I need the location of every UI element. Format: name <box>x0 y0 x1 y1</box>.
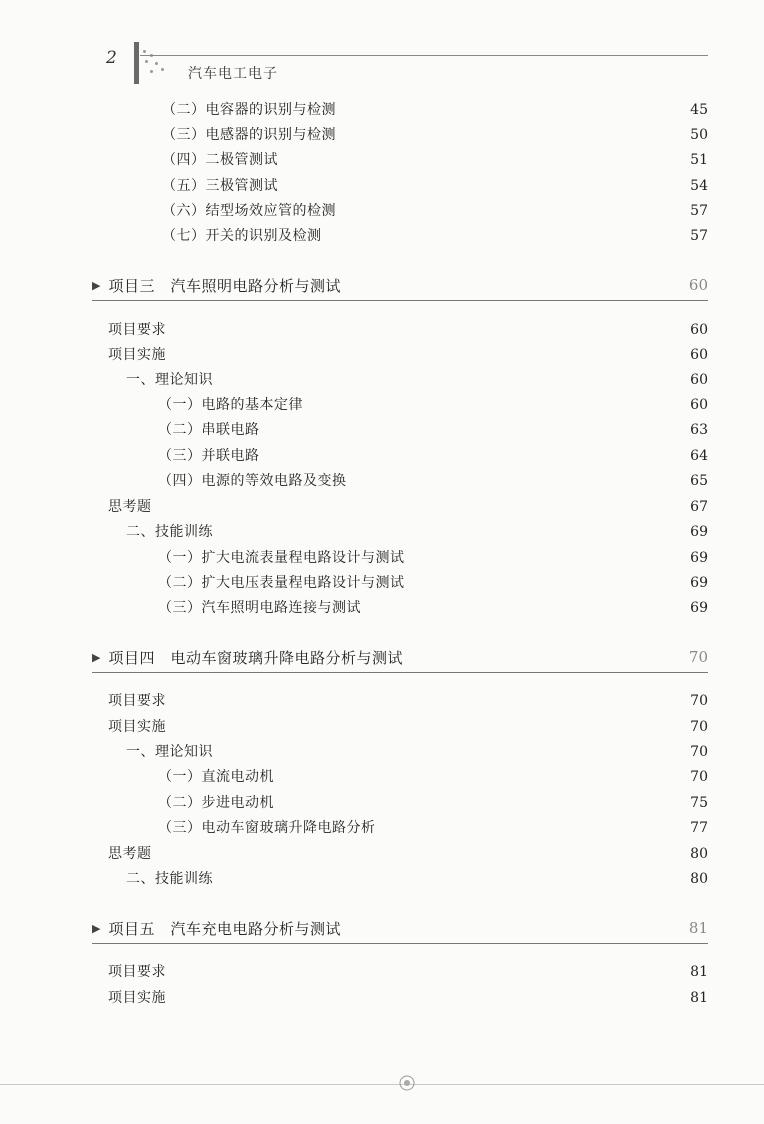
toc-leader <box>223 522 682 542</box>
section-heading[interactable] <box>92 917 708 939</box>
toc-entry[interactable] <box>108 320 708 340</box>
triangle-right-icon: ▶ <box>92 650 101 664</box>
footer-rule <box>0 1084 764 1085</box>
toc-page-number: 80 <box>690 871 708 887</box>
toc-leader <box>284 793 682 813</box>
toc-entry-label: 项目要求 <box>108 964 166 980</box>
toc-entry[interactable] <box>126 869 708 889</box>
toc-entry[interactable] <box>126 742 708 762</box>
toc-page-number: 70 <box>690 744 708 760</box>
section-page-number: 81 <box>688 919 708 937</box>
toc-entry[interactable] <box>162 125 708 145</box>
toc-page-number: 45 <box>690 102 708 118</box>
toc-leader <box>176 717 682 737</box>
toc-entry[interactable] <box>158 818 708 838</box>
toc-page-number: 69 <box>690 550 708 566</box>
toc-entry-label: 二、技能训练 <box>126 871 213 887</box>
page-number: 2 <box>106 48 117 68</box>
toc-entry-label: 二、技能训练 <box>126 524 213 540</box>
toc-page-number: 69 <box>690 600 708 616</box>
toc-page-number: 63 <box>690 422 708 438</box>
toc-leader <box>270 446 683 466</box>
toc-leader <box>162 497 683 517</box>
toc-leader <box>332 226 683 246</box>
toc-entry-label: （一）扩大电流表量程电路设计与测试 <box>158 550 405 566</box>
toc-page-number: 70 <box>690 693 708 709</box>
toc-entry-label: （四）二极管测试 <box>162 152 278 168</box>
toc-entry[interactable] <box>108 497 708 517</box>
toc-page-number: 81 <box>690 990 708 1006</box>
section-page-number: 70 <box>688 648 708 666</box>
toc-entry-label: 项目要求 <box>108 322 166 338</box>
toc-page-number: 60 <box>690 397 708 413</box>
section-rule <box>92 943 708 944</box>
section-title: 项目三 汽车照明电路分析与测试 <box>108 276 341 295</box>
toc-leader <box>386 818 683 838</box>
toc-entry[interactable] <box>158 471 708 491</box>
triangle-right-icon: ▶ <box>92 921 101 935</box>
toc-entry-label: 项目要求 <box>108 693 166 709</box>
toc-page-number: 60 <box>690 347 708 363</box>
toc-entry-label: （二）电容器的识别与检测 <box>162 102 336 118</box>
toc-leader <box>409 646 684 668</box>
toc-entry-label: （二）串联电路 <box>158 422 260 438</box>
toc-entry[interactable] <box>108 691 708 711</box>
toc-entry[interactable] <box>162 201 708 221</box>
toc-leader <box>346 201 682 221</box>
toc-entry-label: （三）电感器的识别与检测 <box>162 127 336 143</box>
toc-entry[interactable] <box>162 176 708 196</box>
toc-entry-label: （三）电动车窗玻璃升降电路分析 <box>158 820 376 836</box>
toc-entry[interactable] <box>108 988 708 1008</box>
toc-entry[interactable] <box>162 226 708 246</box>
toc-entry[interactable] <box>126 522 708 542</box>
toc-leader <box>176 988 682 1008</box>
toc-entry[interactable] <box>158 598 708 618</box>
toc-entry-label: （一）电路的基本定律 <box>158 397 303 413</box>
toc-page-number: 70 <box>690 719 708 735</box>
section-heading[interactable] <box>92 646 708 668</box>
triangle-right-icon: ▶ <box>92 278 101 292</box>
toc-entry[interactable] <box>108 844 708 864</box>
toc-entry-label: 一、理论知识 <box>126 744 213 760</box>
toc-page-number: 54 <box>690 178 708 194</box>
toc-entry[interactable] <box>162 100 708 120</box>
toc-page-number: 80 <box>690 846 708 862</box>
toc-page-number: 69 <box>690 524 708 540</box>
toc-entry-label: （六）结型场效应管的检测 <box>162 203 336 219</box>
toc-entry[interactable] <box>158 395 708 415</box>
toc-entry-label: 项目实施 <box>108 990 166 1006</box>
toc-page-number: 65 <box>690 473 708 489</box>
section-title: 项目五 汽车充电电路分析与测试 <box>108 919 341 938</box>
toc-entry[interactable] <box>158 446 708 466</box>
section-rule <box>92 300 708 301</box>
header-dots-decoration <box>141 48 171 78</box>
toc-page-number: 77 <box>690 820 708 836</box>
toc-entry-label: 项目实施 <box>108 347 166 363</box>
toc-entry[interactable] <box>108 962 708 982</box>
running-title: 汽车电工电子 <box>188 66 278 82</box>
toc-entry-label: 思考题 <box>108 846 152 862</box>
toc-leader <box>357 471 683 491</box>
toc-leader <box>371 598 682 618</box>
section-rule <box>92 672 708 673</box>
toc-page-number: 57 <box>690 203 708 219</box>
header-rule <box>140 55 708 56</box>
toc-leader <box>415 573 683 593</box>
toc-leader <box>176 962 682 982</box>
header-accent-bar <box>134 42 139 84</box>
section-heading[interactable] <box>92 274 708 296</box>
toc-page-number: 60 <box>690 322 708 338</box>
toc-leader <box>176 320 682 340</box>
toc-entry[interactable] <box>158 767 708 787</box>
section-page-number: 60 <box>688 276 708 294</box>
toc-leader <box>347 917 684 939</box>
toc-page-number: 75 <box>690 795 708 811</box>
toc-page-number: 64 <box>690 448 708 464</box>
toc-leader <box>288 176 682 196</box>
toc-leader <box>176 691 682 711</box>
toc-entry-label: （二）扩大电压表量程电路设计与测试 <box>158 575 405 591</box>
toc-entry[interactable] <box>158 548 708 568</box>
toc-entry-label: 一、理论知识 <box>126 372 213 388</box>
toc-page-number: 50 <box>690 127 708 143</box>
toc-entry-label: （一）直流电动机 <box>158 769 274 785</box>
toc-leader <box>223 869 682 889</box>
toc-entry-label: 思考题 <box>108 499 152 515</box>
toc-page-number: 67 <box>690 499 708 515</box>
toc-entry[interactable] <box>158 420 708 440</box>
toc-leader <box>415 548 683 568</box>
toc-leader <box>346 100 682 120</box>
toc-entry[interactable] <box>108 717 708 737</box>
toc-page-number: 81 <box>690 964 708 980</box>
toc-entry-label: 项目实施 <box>108 719 166 735</box>
toc-entry-label: （五）三极管测试 <box>162 178 278 194</box>
toc-leader <box>284 767 682 787</box>
ornament-icon <box>398 1074 416 1092</box>
toc-entry-label: （七）开关的识别及检测 <box>162 228 322 244</box>
toc-entry-label: （三）汽车照明电路连接与测试 <box>158 600 361 616</box>
toc-leader <box>288 150 682 170</box>
toc-entry-label: （二）步进电动机 <box>158 795 274 811</box>
toc-entry[interactable] <box>158 573 708 593</box>
toc-leader <box>270 420 683 440</box>
toc-page-number: 60 <box>690 372 708 388</box>
toc-leader <box>346 125 682 145</box>
toc-page-number: 70 <box>690 769 708 785</box>
toc-page-number: 69 <box>690 575 708 591</box>
toc-leader <box>223 742 682 762</box>
toc-leader <box>162 844 683 864</box>
toc-leader <box>223 370 682 390</box>
toc-page-number: 57 <box>690 228 708 244</box>
section-title: 项目四 电动车窗玻璃升降电路分析与测试 <box>108 648 403 667</box>
toc-entry-label: （四）电源的等效电路及变换 <box>158 473 347 489</box>
toc-entry[interactable] <box>108 345 708 365</box>
toc-entry[interactable] <box>162 150 708 170</box>
toc-entry[interactable] <box>126 370 708 390</box>
toc-entry-label: （三）并联电路 <box>158 448 260 464</box>
toc-leader <box>176 345 682 365</box>
toc-page-number: 51 <box>690 152 708 168</box>
toc-entry[interactable] <box>158 793 708 813</box>
toc-leader <box>313 395 682 415</box>
toc-leader <box>347 274 684 296</box>
